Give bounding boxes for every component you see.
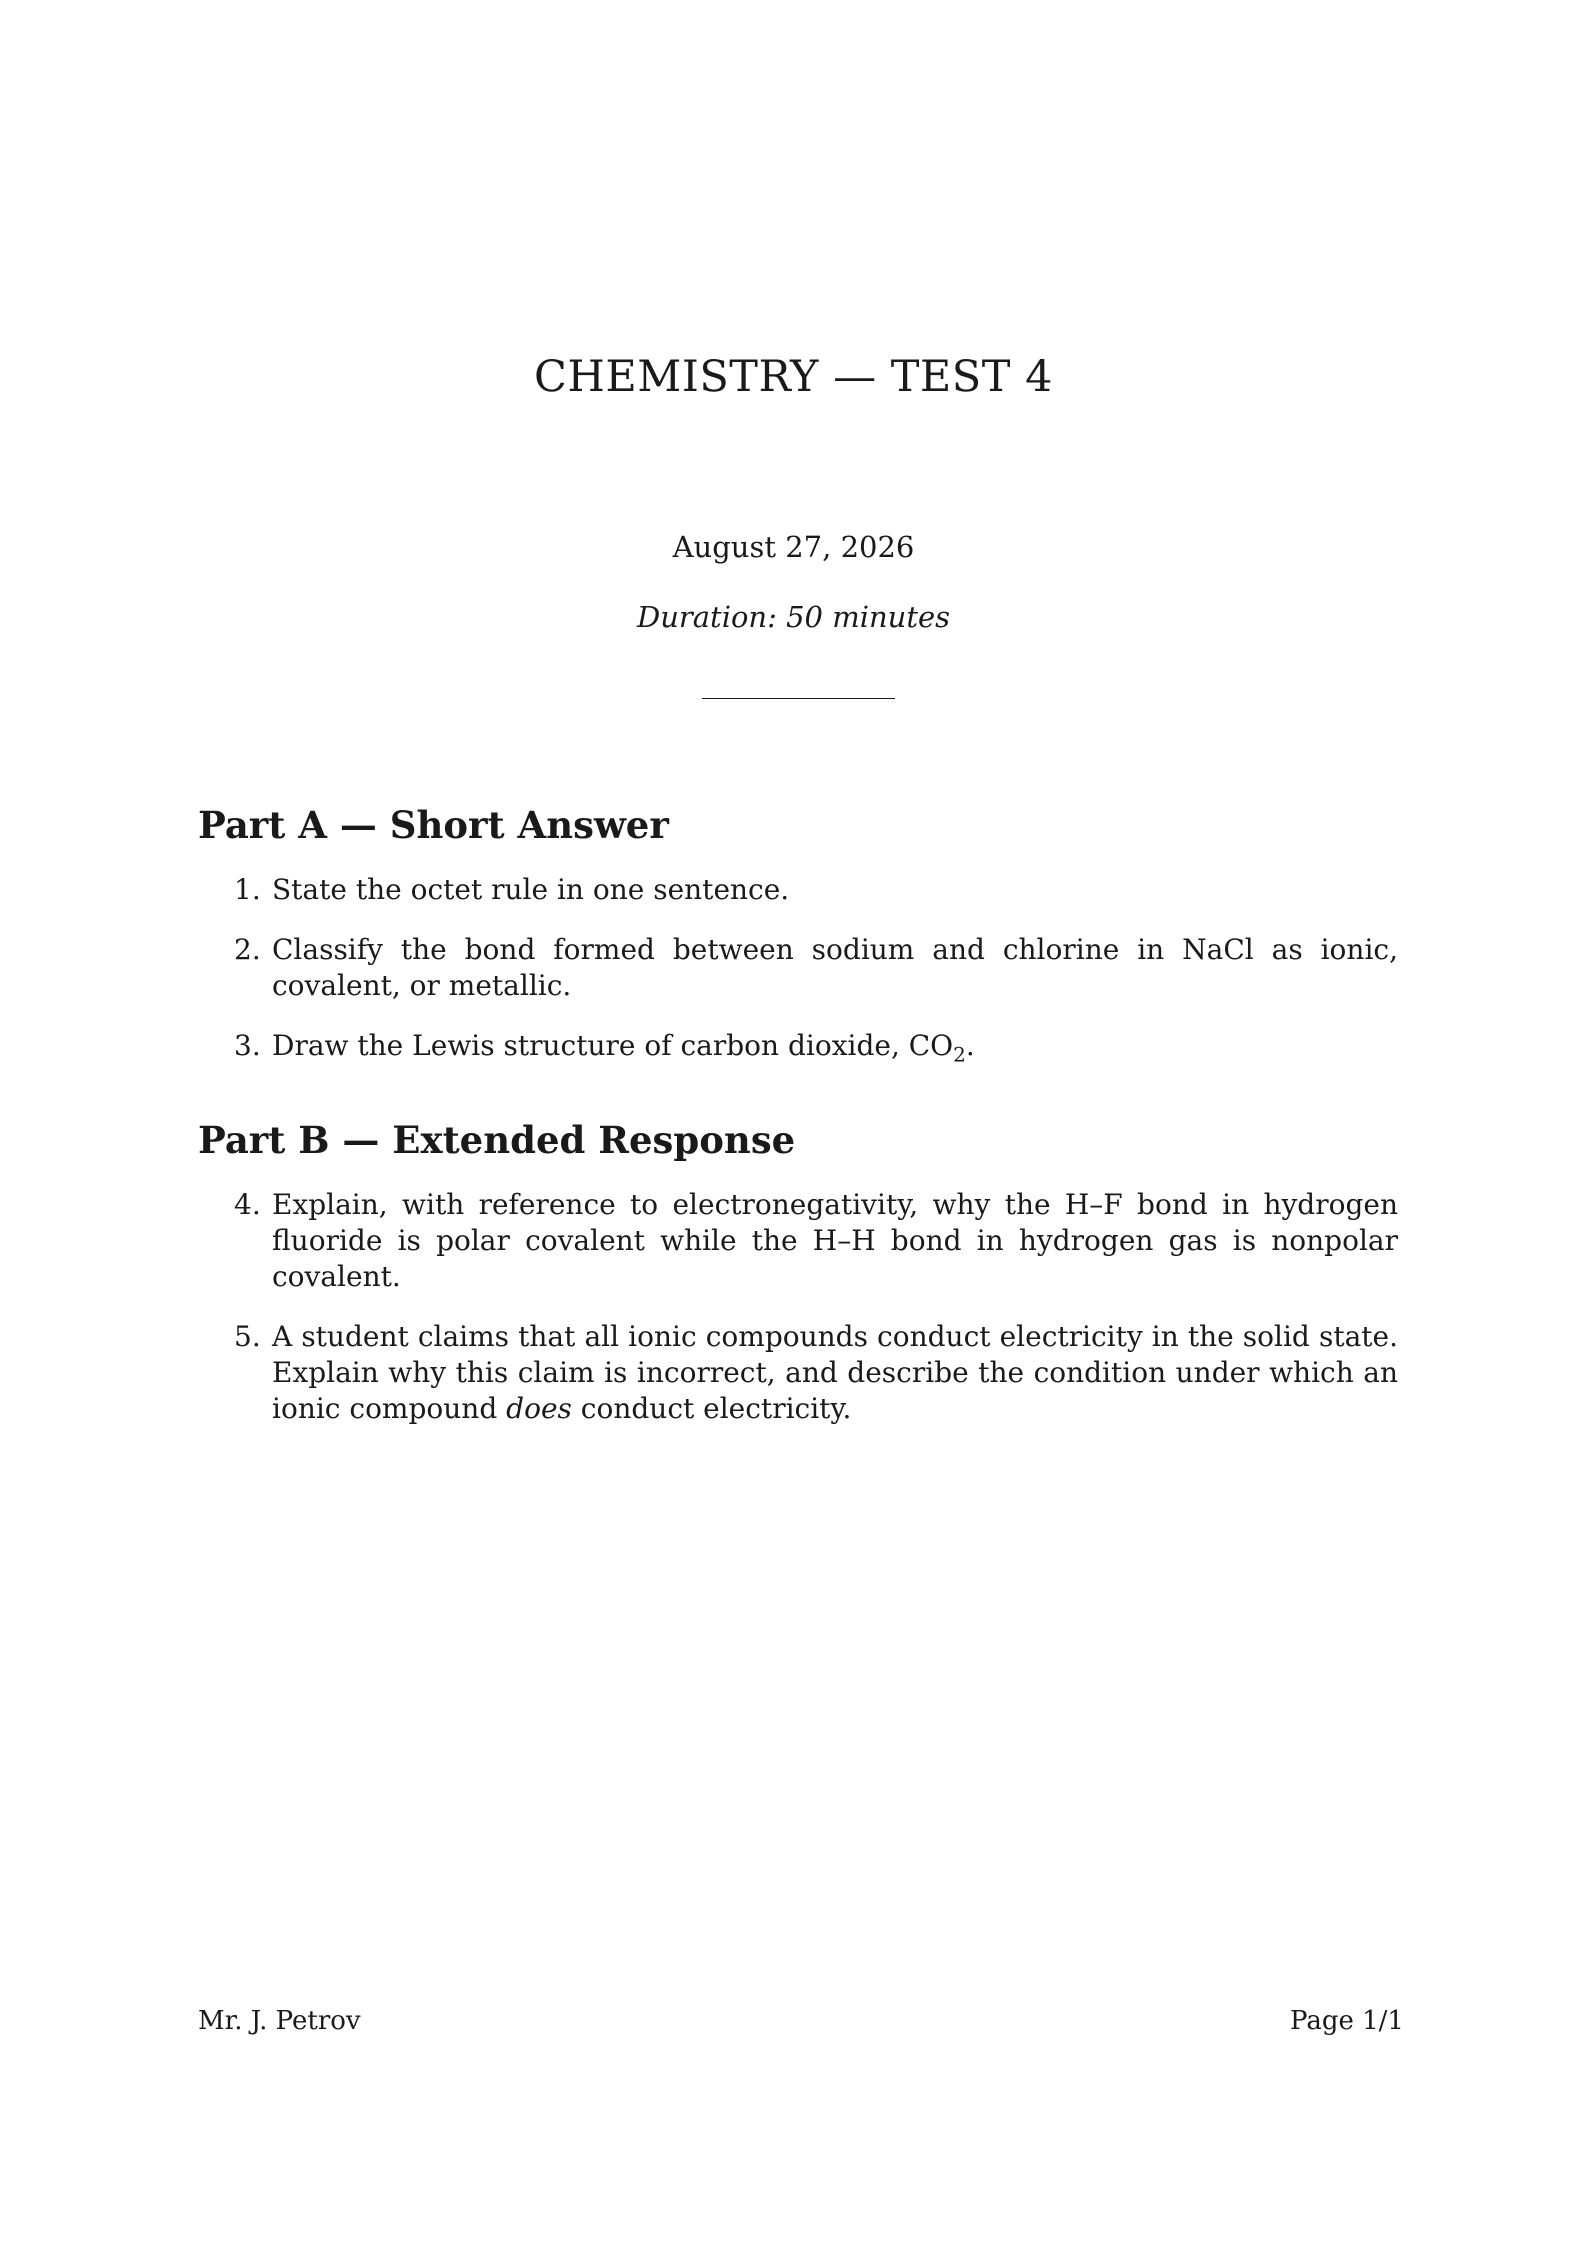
question-item-2 xyxy=(198,932,1398,1004)
exam-duration: Duration: 50 minutes xyxy=(636,600,951,634)
question-number: 3. xyxy=(234,1029,261,1062)
question-number: 5. xyxy=(234,1320,261,1353)
section-part-a xyxy=(198,803,1398,1073)
question-item-5 xyxy=(198,1319,1398,1427)
question-text-end: . xyxy=(965,1029,975,1062)
exam-title: CHEMISTRY — TEST 4 xyxy=(534,352,1053,402)
question-text: Explain, with reference to electronegativity, why the H–F bond in hydrogen fluoride is polar covalent while the H–H bond in hydrogen gas is nonpolar covalent. xyxy=(272,1188,1398,1293)
question-text: A student claims that all ionic compounds conduct electricity in the solid state. Explain why this claim is incorrect, and describe the condition under which an ionic compound xyxy=(272,1320,1398,1425)
footer-page-number: Page 1/1 xyxy=(1290,2006,1404,2036)
question-list-part-a xyxy=(198,872,1398,1073)
question-number: 2. xyxy=(234,933,261,966)
question-text: Classify the bond formed between sodium and chlorine in NaCl as ionic, covalent, or metallic. xyxy=(272,933,1398,1002)
question-text-end: conduct electricity. xyxy=(580,1392,852,1425)
question-emphasis: does xyxy=(506,1392,572,1425)
question-item-1 xyxy=(198,872,1398,908)
question-item-4 xyxy=(198,1187,1398,1295)
question-item-3 xyxy=(198,1028,1398,1073)
section-heading-part-b: Part B — Extended Response xyxy=(198,1118,796,1162)
exam-date: August 27, 2026 xyxy=(672,530,915,564)
question-number: 4. xyxy=(234,1188,261,1221)
section-part-b xyxy=(198,1118,1398,1427)
question-list-part-b xyxy=(198,1187,1398,1427)
question-subscript: 2 xyxy=(953,1042,966,1067)
question-number: 1. xyxy=(234,873,261,906)
footer-author: Mr. J. Petrov xyxy=(198,2006,361,2036)
section-heading-part-a: Part A — Short Answer xyxy=(198,803,669,847)
title-divider xyxy=(702,698,895,699)
question-text: State the octet rule in one sentence. xyxy=(272,873,790,906)
question-text: Draw the Lewis structure of carbon dioxide, CO xyxy=(272,1029,954,1062)
